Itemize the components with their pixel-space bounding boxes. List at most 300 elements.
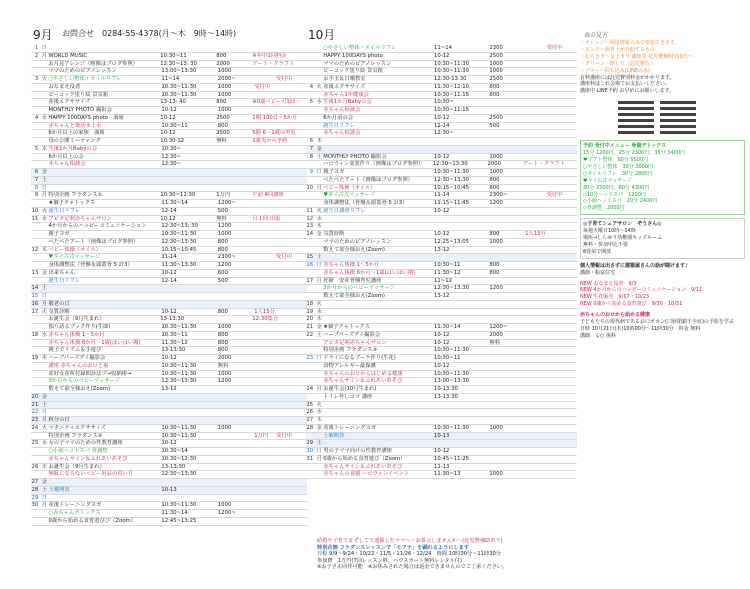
day-number: 5	[34, 145, 39, 152]
oct-row	[306, 440, 577, 448]
oct-row	[306, 84, 577, 92]
event-status	[547, 371, 577, 378]
event-status	[276, 285, 307, 292]
event-status	[276, 347, 307, 354]
event-fee: 800	[489, 262, 500, 268]
event-name: 気質診断	[323, 231, 345, 237]
event-name	[323, 301, 434, 308]
event-note	[525, 417, 546, 424]
sep-row	[31, 177, 307, 185]
event-name: 誕生日リフレ	[48, 277, 81, 284]
weekday: 月	[41, 52, 47, 59]
day-number: 21	[31, 401, 39, 408]
event-note	[254, 76, 276, 83]
event-note	[254, 417, 276, 424]
event-status	[276, 192, 307, 199]
day-number: 14	[306, 231, 314, 237]
weekday: 金	[316, 324, 322, 330]
event-status	[276, 402, 307, 409]
weekday	[40, 510, 48, 517]
event-status	[276, 154, 307, 161]
event-fee: 800	[217, 331, 228, 338]
oct-row	[306, 115, 577, 123]
oct-row	[306, 270, 577, 278]
event-status	[276, 386, 307, 393]
weekday: 日	[41, 45, 48, 51]
event-time: 13-12	[434, 246, 450, 253]
day-number	[31, 448, 40, 455]
recruit-section	[580, 263, 745, 277]
day-number	[31, 161, 40, 168]
menu-item: ◇10分ヘッドスパ 1200円	[583, 191, 646, 198]
sep-row	[31, 278, 307, 286]
event-status	[276, 231, 307, 238]
oct-row	[306, 386, 577, 394]
day-number	[306, 76, 315, 83]
event-name: ママのためのピアノレッスン	[48, 68, 117, 75]
event-note: 1人15分	[525, 231, 546, 237]
event-fee: 1000	[217, 107, 232, 113]
event-name: 特別企画 フラダンス②	[48, 432, 103, 439]
event-note	[254, 332, 276, 339]
event-status	[547, 231, 577, 238]
event-note	[254, 301, 276, 308]
weekday	[315, 115, 323, 122]
weekday	[315, 285, 323, 292]
event-name: 妊婦 安産骨盤育児講座	[323, 277, 382, 284]
event-fee	[489, 456, 525, 463]
event-fee: 800	[489, 231, 500, 237]
salon-title: ◎子育てシェアサロン ぞうさん◎	[583, 221, 662, 228]
event-status	[547, 254, 577, 261]
day-number	[31, 154, 40, 161]
event-note	[525, 456, 546, 463]
event-status	[547, 53, 577, 60]
weekday: 金	[316, 424, 322, 431]
sep-row	[31, 510, 307, 518]
day-number: 10	[31, 207, 39, 214]
event-fee: 800	[489, 184, 500, 191]
event-fee	[218, 146, 254, 153]
event-status	[547, 208, 577, 215]
event-name: 赤ちゃんの食感 ハロウィンイベント	[323, 471, 410, 478]
event-note	[254, 518, 276, 525]
event-fee	[218, 45, 254, 52]
event-name: 男の子ママ向けの性教育講座	[323, 448, 393, 454]
event-time: 10-12	[161, 355, 177, 361]
sep-row	[31, 471, 307, 479]
event-status	[276, 487, 307, 494]
sep-row	[31, 316, 307, 324]
event-note	[254, 495, 276, 502]
day-number: 27	[31, 479, 39, 485]
event-status	[547, 169, 577, 176]
event-fee	[489, 363, 525, 370]
event-note	[525, 115, 546, 122]
right-info-panel	[580, 40, 745, 340]
event-note	[254, 270, 276, 277]
event-note	[525, 425, 546, 432]
day-number: 9	[309, 169, 314, 175]
day-number: 28	[306, 424, 314, 431]
day-number: 13	[31, 269, 39, 276]
event-time	[434, 309, 489, 316]
weekday	[315, 293, 323, 300]
weekday: 金	[41, 169, 48, 175]
event-name: 産好女産所付録問診法プ→収納術→	[48, 370, 132, 377]
event-status	[276, 456, 307, 463]
event-status	[547, 402, 577, 409]
sep-row	[31, 285, 307, 293]
day-number: 6	[34, 169, 39, 175]
event-status	[276, 146, 307, 153]
event-note	[525, 92, 546, 99]
weekday	[315, 464, 323, 471]
event-time: 13-13:30	[161, 463, 186, 470]
event-fee	[489, 301, 525, 308]
oct-row	[306, 394, 577, 402]
event-status	[276, 479, 307, 486]
event-time: 11:15~11:45	[434, 200, 469, 206]
event-time: 12-14	[161, 277, 177, 284]
weekday: 木	[41, 463, 48, 470]
event-fee: 1000	[217, 83, 232, 90]
weekday: 水	[316, 308, 322, 315]
event-name	[323, 146, 434, 153]
weekday: 水	[316, 409, 322, 416]
event-time: 10-12	[161, 308, 177, 315]
event-fee: 1000	[489, 238, 503, 245]
weekday	[40, 433, 48, 440]
event-time: 10:30~14	[161, 448, 188, 454]
event-fee	[218, 471, 254, 478]
fee-note-1: 有料講座には託児費別料金がかかります。	[580, 74, 675, 81]
event-name: 気質診断	[48, 308, 70, 315]
oct-row	[306, 177, 577, 185]
legend-item: ・オレンジ～预设情報のみで参加できます。	[580, 40, 680, 46]
oct-row	[306, 347, 577, 355]
event-name: ○小顔ヘッドスパ 骨調整	[48, 448, 108, 454]
event-time: 12:30~13: 30	[160, 60, 197, 67]
event-fee: 800	[217, 122, 228, 129]
event-status	[276, 84, 307, 91]
event-name: 敬老の日	[48, 300, 70, 307]
weekday: 日	[316, 355, 322, 361]
event-note	[525, 154, 546, 161]
event-note	[525, 340, 546, 347]
event-note: 1歳児から予約	[252, 138, 288, 144]
event-note: 12:30集合	[252, 316, 279, 323]
september-calendar	[31, 45, 307, 526]
event-note	[525, 464, 546, 471]
event-status	[276, 324, 307, 331]
event-status	[276, 425, 307, 432]
event-note	[254, 208, 276, 215]
event-note	[525, 363, 546, 370]
event-status	[276, 301, 307, 308]
event-status	[276, 502, 307, 509]
event-time: 10:30-12	[160, 138, 185, 144]
day-number: 29	[31, 494, 39, 501]
event-fee: 1000	[217, 424, 232, 431]
event-name: ぺたぺたアート（画像はブログ参照）	[323, 176, 414, 183]
event-note	[525, 316, 546, 323]
event-note	[525, 301, 546, 308]
day-number: 11	[306, 207, 314, 214]
event-name: 6か月以上の会	[48, 153, 84, 160]
notice-tea-party: 結婚や子育てまずしてで連載したママへ～お茶会しませんか～(託児費補助あり)	[317, 538, 503, 544]
line-qr-icon[interactable]	[618, 98, 654, 134]
event-time	[434, 223, 489, 230]
event-status	[547, 99, 577, 106]
event-note	[254, 402, 276, 409]
event-status	[547, 177, 577, 184]
sep-row	[31, 347, 307, 355]
event-fee	[218, 440, 254, 447]
event-status	[547, 216, 577, 223]
event-name	[323, 254, 434, 261]
day-number	[306, 239, 315, 246]
day-number	[306, 363, 315, 370]
news-item: NEW 4か月からのハッピーコミュニケーション 9/11	[580, 287, 703, 294]
event-time: 12-14	[161, 207, 177, 214]
oct-row	[306, 99, 577, 107]
event-note	[254, 254, 276, 261]
day-number	[31, 347, 40, 354]
weekday	[40, 448, 48, 455]
event-name: 3か月からのベビーマッサージ	[323, 285, 395, 292]
event-status: 受付中	[276, 432, 292, 439]
event-status	[276, 107, 307, 114]
weekday: 土	[41, 176, 48, 183]
day-number: 7	[34, 176, 39, 183]
event-fee: 1万円	[216, 192, 231, 199]
weekday	[315, 68, 323, 75]
weekday: 土	[316, 440, 322, 447]
event-time: 12:30-13:30	[434, 76, 467, 82]
day-number	[31, 99, 40, 106]
event-time: 12:30~13:30	[161, 471, 197, 478]
event-fee	[489, 216, 525, 223]
event-fee: 800	[217, 308, 228, 315]
event-fee	[489, 146, 525, 153]
event-name: 産後トレーニングヨガ	[323, 424, 377, 431]
event-fee	[218, 479, 254, 486]
event-status	[547, 293, 577, 300]
event-status	[276, 247, 307, 254]
legend-item: ・ブルー～持ち込み(LINEのみ)	[580, 67, 650, 74]
event-time: 11-14	[161, 254, 177, 261]
event-note	[254, 247, 276, 254]
oct-row	[306, 76, 577, 84]
event-status	[547, 332, 577, 339]
day-number: 28	[31, 486, 39, 493]
legend-item: ・グリーン～飲し方（託児費込）	[580, 60, 655, 67]
oct-row	[306, 402, 577, 410]
salon-item: 無料・参加申込不要	[583, 241, 629, 248]
day-number: 9	[34, 192, 39, 199]
event-time: 10:30~11	[160, 52, 187, 59]
event-note	[254, 371, 276, 378]
day-number: 1	[34, 45, 39, 51]
event-status	[276, 464, 307, 471]
day-number: 23	[31, 417, 39, 423]
event-name: お手玉＆日曜教室	[323, 76, 366, 82]
event-fee: 2500	[489, 114, 503, 121]
event-note	[254, 45, 276, 52]
weekday	[40, 99, 48, 106]
weekday	[40, 200, 48, 207]
weekday	[40, 378, 48, 385]
day-number: 2	[34, 52, 39, 59]
event-time: 12:30~13:30	[161, 378, 197, 385]
event-status	[547, 417, 577, 424]
event-status	[276, 316, 307, 323]
event-status	[276, 471, 307, 478]
event-time	[434, 301, 489, 308]
event-name: ピーコック塗り絵 景気箱	[48, 91, 109, 98]
day-number	[306, 340, 315, 347]
event-name: ○赤ちゃんデトックス	[48, 510, 101, 516]
menu-item: ○やさしい整体 30分 3000円	[583, 163, 654, 170]
oct-row	[306, 409, 577, 417]
sep-row	[31, 107, 307, 115]
sep-row	[31, 386, 307, 394]
event-fee: 1000	[217, 502, 232, 509]
day-number	[31, 254, 40, 261]
blog-qr-icon[interactable]	[660, 98, 696, 134]
event-status	[276, 270, 307, 277]
day-number	[306, 107, 315, 114]
event-name: 誕生日リフレ	[323, 122, 355, 129]
event-fee: 1200	[217, 378, 232, 385]
event-fee	[218, 417, 254, 424]
event-name: 赤ちゃんと楽活水上水	[48, 122, 102, 129]
event-status	[547, 107, 577, 114]
event-note	[525, 200, 546, 207]
event-time: 11-14	[434, 192, 450, 199]
event-status	[276, 200, 307, 207]
weekday: 日	[41, 409, 48, 416]
event-status	[276, 417, 307, 424]
event-time: 13-12	[161, 386, 177, 392]
day-number: 26	[31, 463, 39, 470]
event-note	[525, 254, 546, 261]
day-number	[306, 92, 315, 99]
legend-item: ・むらさき～女子カウ 講座等 托児費無0円10日～	[580, 53, 693, 60]
event-status	[276, 363, 307, 370]
event-name: 土曜開放	[48, 486, 70, 493]
weekday: 火	[316, 401, 322, 408]
event-status	[547, 355, 577, 362]
event-status	[547, 262, 577, 269]
event-note	[254, 464, 276, 471]
weekday: 木	[41, 246, 48, 253]
event-time: 11~12	[434, 277, 452, 284]
event-status	[276, 138, 307, 145]
oct-row	[306, 309, 577, 317]
event-note	[525, 409, 546, 416]
event-status	[547, 61, 577, 68]
event-time	[161, 495, 217, 502]
sep-row	[31, 425, 307, 433]
event-status	[276, 293, 307, 300]
event-note	[254, 154, 276, 161]
day-number: 12	[306, 215, 314, 222]
event-time: 10-12	[434, 331, 450, 338]
event-time: 10:30~11	[434, 262, 461, 268]
day-number	[31, 316, 40, 323]
event-name: 産後エクササイズ	[323, 83, 366, 90]
event-time	[161, 409, 217, 416]
sep-row	[31, 518, 307, 526]
event-fee: 2300~	[489, 192, 508, 199]
event-time: 10:30~11:15	[434, 91, 469, 98]
weekday	[40, 231, 48, 238]
weekday	[315, 92, 323, 99]
event-name: 赤ちゃん体操 6か月～1歳(はいはい期)	[323, 269, 416, 276]
event-note	[254, 231, 276, 238]
oct-row	[306, 146, 577, 154]
day-number	[306, 378, 315, 385]
day-number	[306, 200, 315, 207]
weekday: 火	[41, 207, 48, 214]
reservation-menu	[580, 140, 745, 215]
event-fee: 800	[217, 339, 228, 346]
sep-row	[31, 223, 307, 231]
weekday: 土	[41, 486, 48, 493]
weekday: 木	[316, 316, 322, 323]
event-name: 親子ヨガ	[323, 169, 345, 175]
event-status	[547, 185, 577, 192]
weekday	[315, 239, 323, 246]
sep-row	[31, 502, 307, 510]
event-name: 6か月前の会	[323, 114, 354, 121]
event-time: 10-12	[434, 362, 450, 369]
event-fee	[218, 185, 254, 192]
day-number	[306, 61, 315, 68]
event-time: 10:30~11:30	[161, 83, 197, 90]
event-fee	[489, 378, 525, 385]
event-status	[276, 161, 307, 168]
event-name: マタニティエクササイズ	[48, 424, 106, 431]
sep-row	[31, 378, 307, 386]
day-number	[31, 518, 40, 525]
sep-row	[31, 146, 307, 154]
event-time: 10:30~11:30	[434, 68, 469, 75]
event-name: お誕生会（9月生まれ）	[48, 316, 105, 323]
event-fee	[489, 464, 525, 471]
event-status	[276, 309, 307, 316]
day-number	[31, 123, 40, 130]
news-item: NEW 生花販売 9/17・10/23	[580, 294, 650, 301]
fee-note-2: 講座料はこれ会場でお支払いください。	[580, 81, 671, 88]
oct-row	[306, 53, 577, 61]
weekday: 月	[316, 386, 322, 392]
event-name: アピタ足利赤ちゃんサロン	[323, 339, 387, 346]
event-time	[434, 402, 489, 409]
oct-row	[306, 200, 577, 208]
event-status	[547, 123, 577, 130]
weekday: 火	[316, 83, 322, 90]
event-status: 受付中	[276, 254, 292, 261]
event-time: 10:30~11:30	[434, 60, 469, 67]
weekday	[40, 316, 48, 323]
event-status	[547, 433, 577, 440]
event-status	[276, 169, 307, 176]
event-fee	[489, 223, 525, 230]
event-status	[547, 130, 577, 137]
